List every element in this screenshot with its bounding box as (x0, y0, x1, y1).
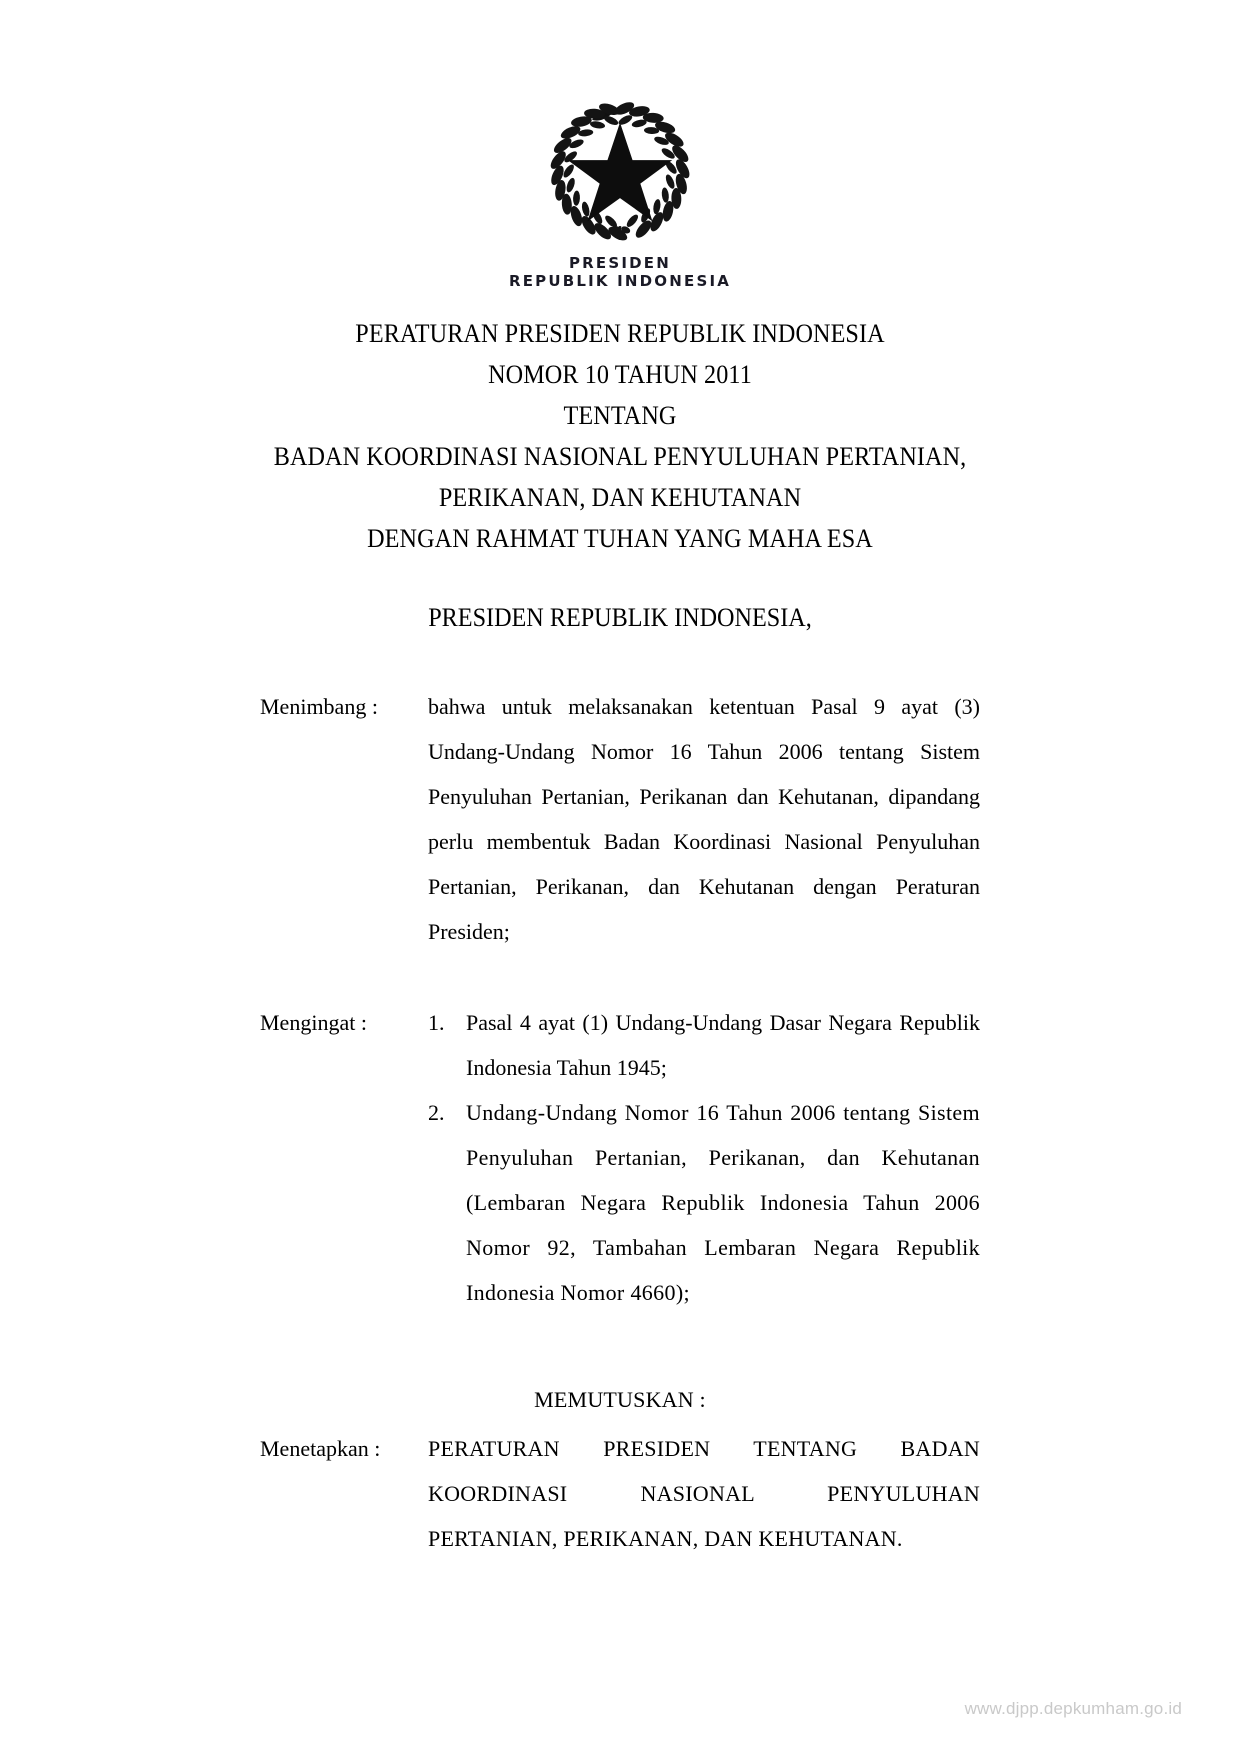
title-number-year: NOMOR 10 TAHUN 2011 (488, 359, 752, 389)
list-item (428, 1090, 980, 1315)
recalling-item-number-1: 1. (428, 1009, 445, 1035)
considering-body (428, 684, 980, 954)
recalling-body (428, 1000, 980, 1315)
footer-watermark: www.djpp.depkumham.go.id (964, 1699, 1182, 1718)
document-body (130, 684, 1110, 1561)
considering-paragraph: bahwa untuk melaksanakan ketentuan Pasal 9 ayat (3) Undang-Undang Nomor 16 Tahun 2006 tentang Sistem Penyuluhan Pertanian, Perikanan dan Kehutanan, dipandang perlu membentuk Badan Koordinasi Nasional Penyuluhan Pertanian, Perikanan, dan Kehutanan dengan Peraturan Presiden; (428, 693, 980, 944)
document-title-block (0, 313, 1240, 638)
emblem-caption (0, 254, 1240, 291)
title-regulation-name: PERATURAN PRESIDEN REPUBLIK INDONESIA (355, 318, 885, 348)
recalling-item-text-1: Pasal 4 ayat (1) Undang-Undang Dasar Negara Republik Indonesia Tahun 1945; (466, 1009, 980, 1080)
considering-clause (260, 684, 980, 954)
title-subject-line-1: BADAN KOORDINASI NASIONAL PENYULUHAN PERTANIAN, (273, 441, 967, 471)
recalling-label: Mengingat : (260, 1009, 367, 1035)
title-spacer (0, 559, 1240, 597)
title-invocation: DENGAN RAHMAT TUHAN YANG MAHA ESA (367, 523, 873, 553)
stipulating-body (428, 1426, 980, 1561)
title-subject-line-2: PERIKANAN, DAN KEHUTANAN (438, 482, 802, 512)
recalling-clause (260, 1000, 980, 1315)
recalling-item-number-2: 2. (428, 1099, 445, 1125)
recalling-item-text-2: Undang-Undang Nomor 16 Tahun 2006 tentang Sistem Penyuluhan Pertanian, Perikanan, dan Kehutanan (Lembaran Negara Republik Indonesia Tahun 2006 Nomor 92, Tambahan Lembaran Negara Republik Indonesia Nomor 4660); (466, 1099, 980, 1305)
issuing-authority: PRESIDEN REPUBLIK INDONESIA, (428, 602, 812, 632)
stipulating-paragraph: PERATURAN PRESIDEN TENTANG BADAN KOORDINASI NASIONAL PENYULUHAN PERTANIAN, PERIKANAN, DAN KEHUTANAN. (428, 1435, 980, 1551)
list-item (428, 1000, 980, 1090)
title-about-keyword: TENTANG (563, 400, 677, 430)
stipulating-label: Menetapkan : (260, 1435, 381, 1461)
indonesian-presidential-seal-star-wreath-icon (525, 92, 715, 250)
stipulating-clause (260, 1426, 980, 1561)
emblem-caption-line1: PRESIDEN (568, 254, 672, 272)
recalling-list (428, 1000, 980, 1315)
document-header (0, 0, 1240, 291)
deciding-heading: MEMUTUSKAN : (534, 1386, 706, 1412)
considering-label: Menimbang : (260, 693, 378, 719)
emblem-caption-line2: REPUBLIK INDONESIA (508, 272, 732, 291)
